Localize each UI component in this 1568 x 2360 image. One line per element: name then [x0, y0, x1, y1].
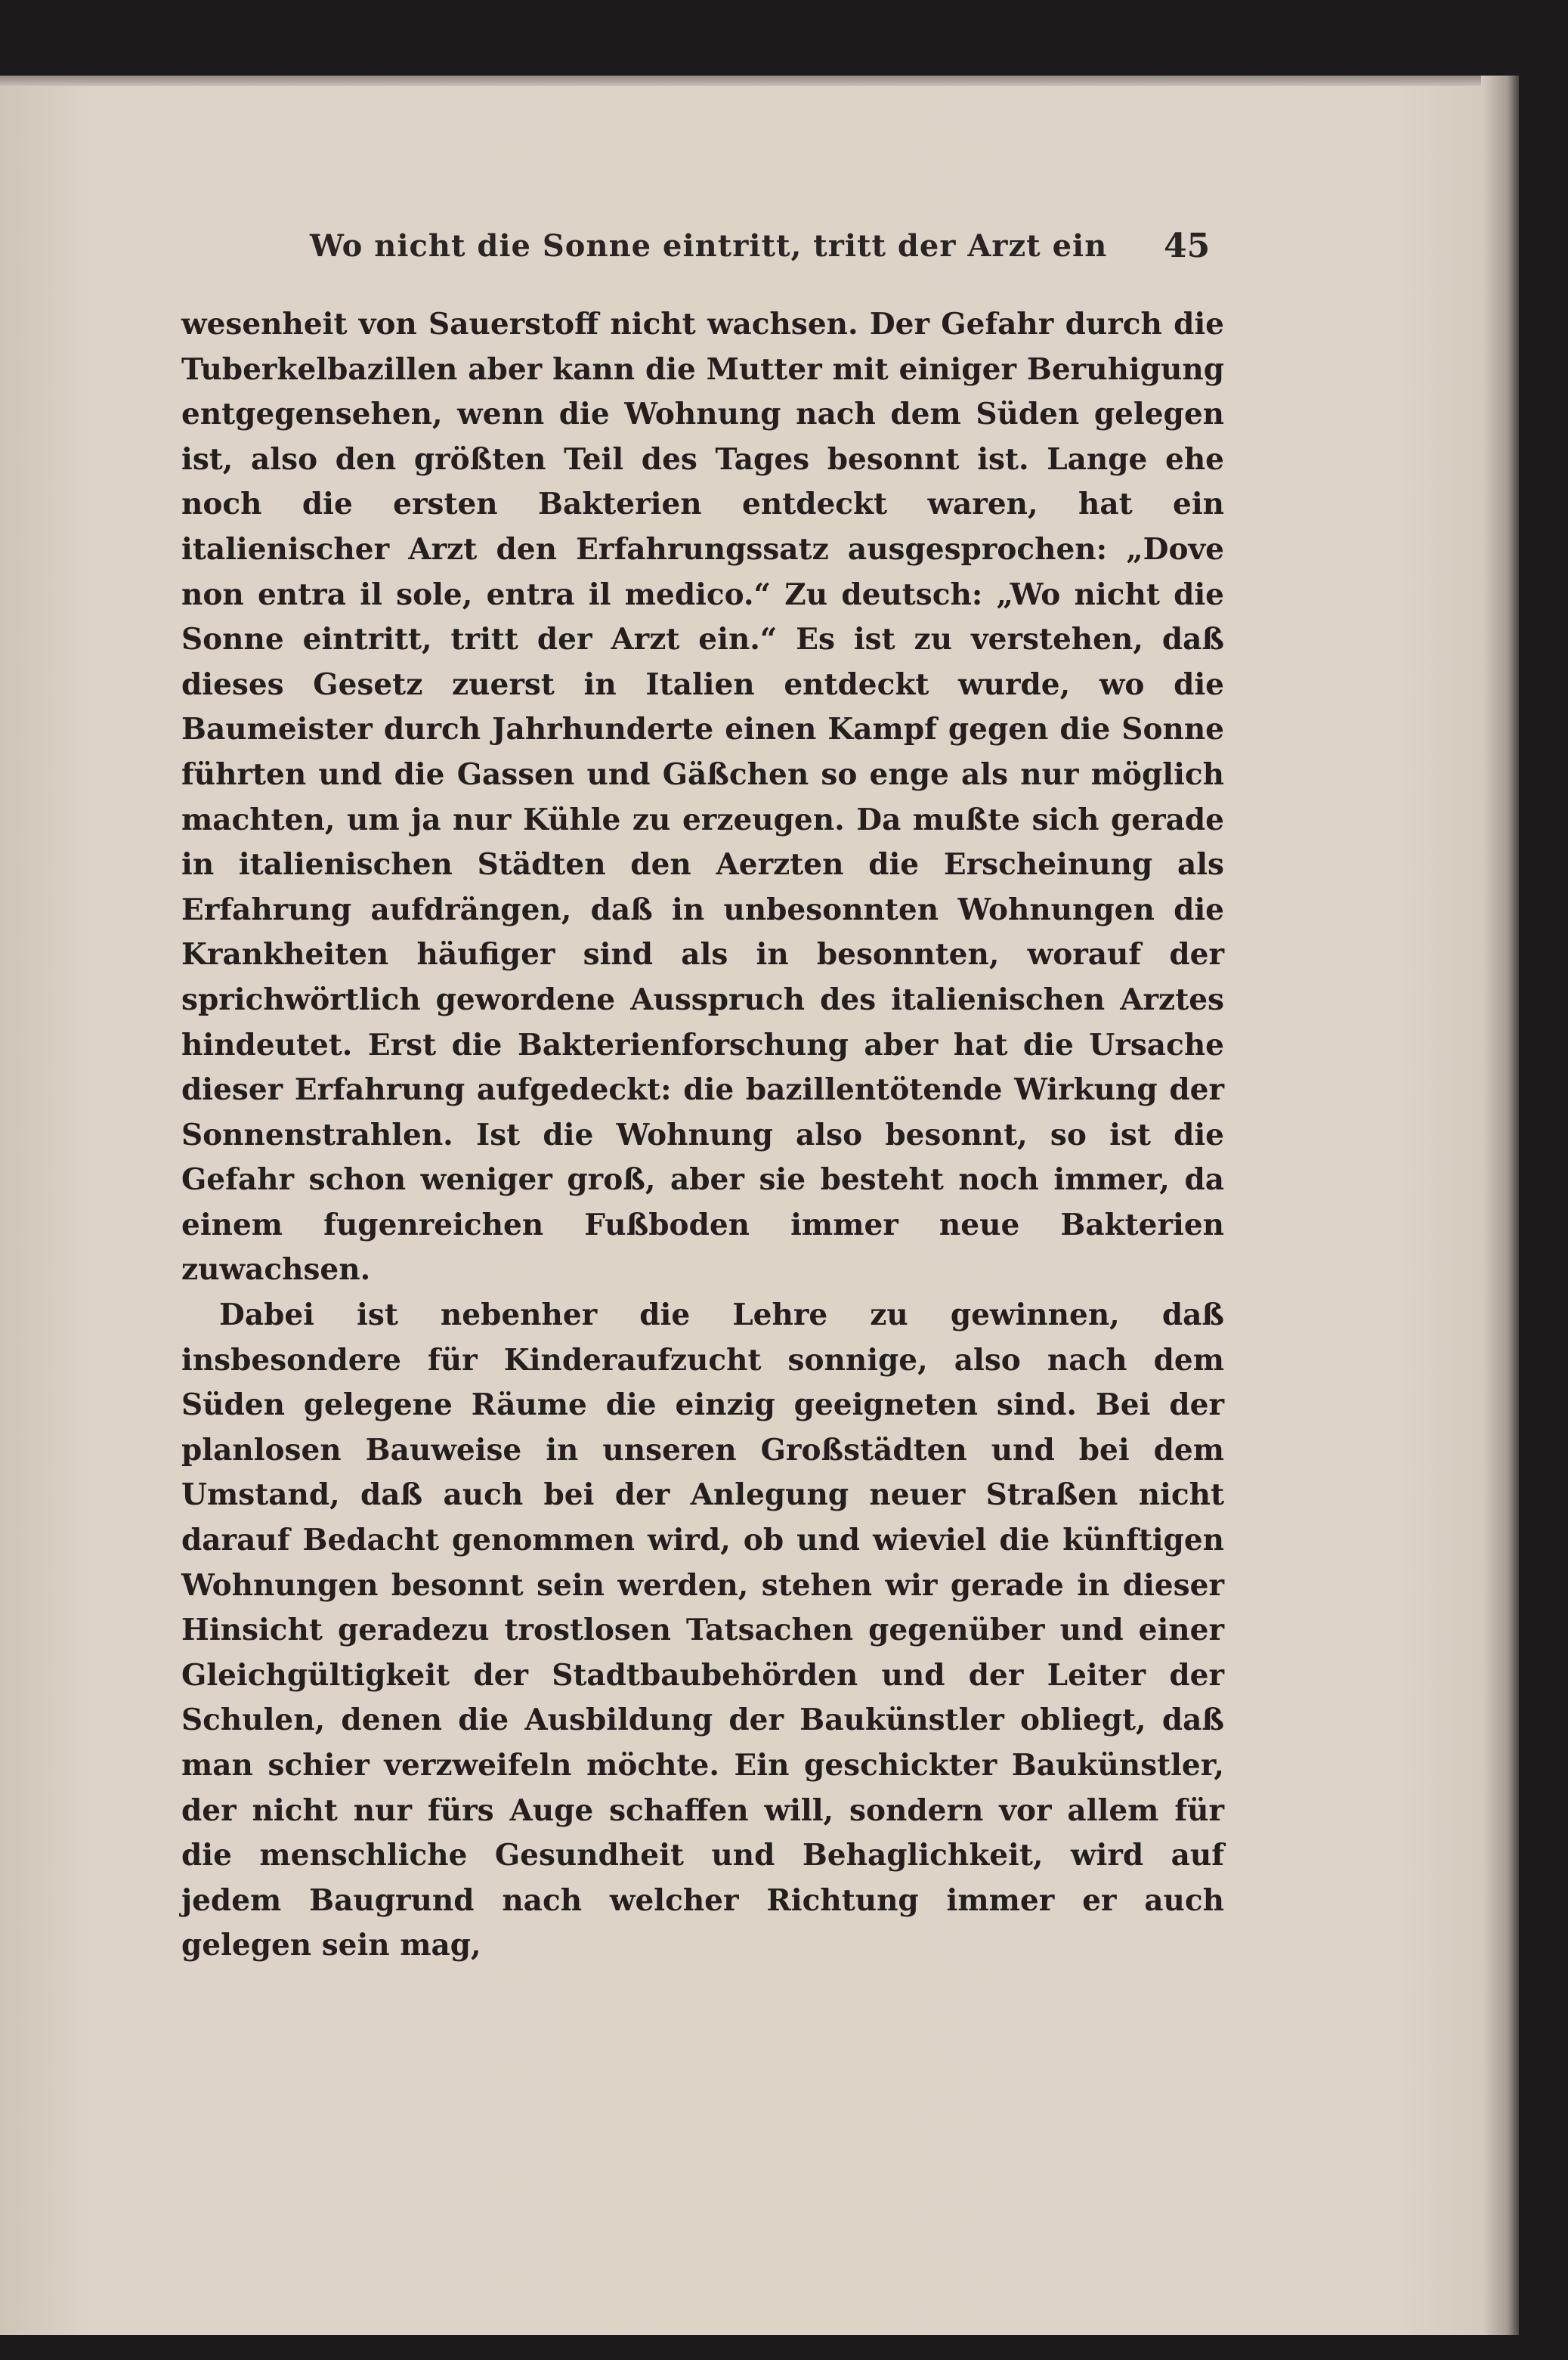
paragraph-1: wesenheit von Sauerstoff nicht wachsen. Der Gefahr durch die Tuberkelbazillen aber kann die Mutter mit einiger Beruhigung entgegensehen, wenn die Wohnung nach dem Süden gelegen ist, also den größten Teil des Tages besonnt ist. Lange ehe noch die ersten Bakterien entdeckt waren, hat ein italienischer Arzt den Erfahrungssatz ausgesprochen: „Dove non entra il sole, entra il medico.“ Zu deutsch: „Wo nicht die Sonne eintritt, tritt der Arzt ein.“ Es ist zu verstehen, daß dieses Gesetz zuerst in Italien entdeckt wurde, wo die Baumeister durch Jahrhunderte einen Kampf gegen die Sonne führten und die Gassen und Gäßchen so enge als nur möglich machten, um ja nur Kühle zu erzeugen. Da mußte sich gerade in italienischen Städten den Aerzten die Erscheinung als Erfahrung aufdrängen, daß in unbesonnten Wohnungen die Krankheiten häufiger sind als in besonnten, worauf der sprichwörtlich gewordene Ausspruch des italienischen Arztes hindeutet. Erst die Bakterienforschung aber hat die Ursache dieser Erfahrung aufgedeckt: die bazillentötende Wirkung der Sonnenstrahlen. Ist die Wohnung also besonnt, so ist die Gefahr schon weniger groß, aber sie besteht noch immer, da einem fugenreichen Fußboden immer neue Bakterien zuwachsen. — [181, 307, 1224, 1288]
page-top-edge — [0, 76, 1519, 86]
page-right-edge — [1481, 76, 1519, 2335]
body-text — [181, 302, 1224, 1969]
paragraph-2: Dabei ist nebenher die Lehre zu gewinnen, daß insbesondere für Kinderaufzucht sonnige, also nach dem Süden gelegene Räume die einzig geeigneten sind. Bei der planlosen Bauweise in unseren Großstädten und bei dem Umstand, daß auch bei der Anlegung neuer Straßen nicht darauf Bedacht genommen wird, ob und wieviel die künftigen Wohnungen besonnt sein werden, stehen wir gerade in dieser Hinsicht geradezu trostlosen Tatsachen gegenüber und einer Gleichgültigkeit der Stadtbaubehörden und der Leiter der Schulen, denen die Ausbildung der Baukünstler obliegt, daß man schier verzweifeln möchte. Ein geschickter Baukünstler, der nicht nur fürs Auge schaffen will, sondern vor allem für die menschliche Gesundheit und Behaglichkeit, wird auf jedem Baugrund nach welcher Richtung immer er auch gelegen sein mag, — [181, 1298, 1224, 1963]
page-header — [0, 224, 1519, 269]
page-number: 45 — [1164, 227, 1211, 265]
running-title: Wo nicht die Sonne eintritt, tritt der Arzt ein — [310, 228, 1108, 264]
